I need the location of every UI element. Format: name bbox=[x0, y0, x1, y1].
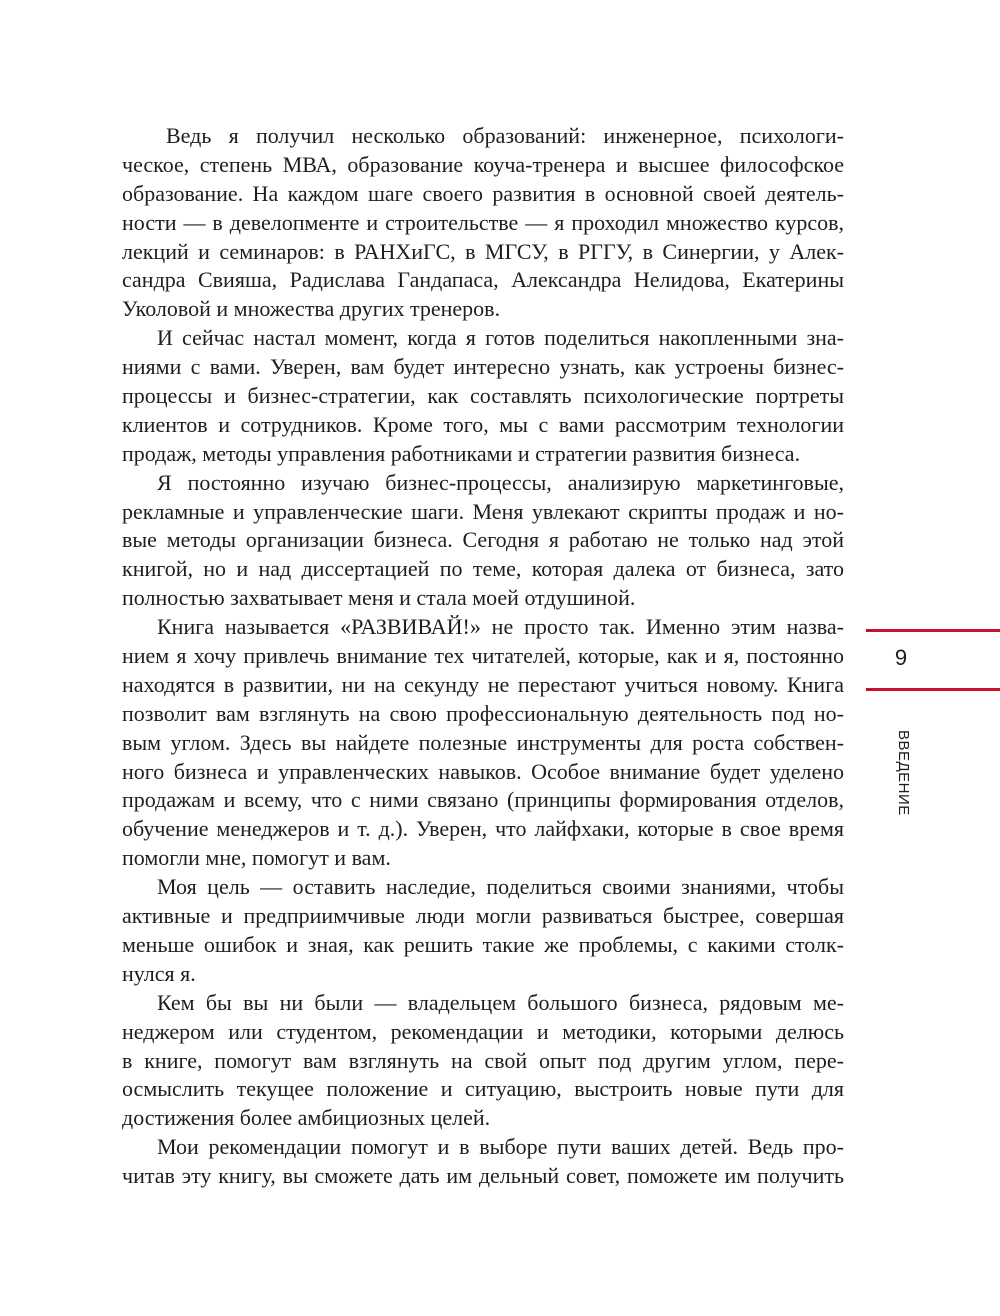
text-line: рекламные и управленческие шаги. Меня увлекают скрипты продаж и но- bbox=[122, 498, 844, 524]
text-line: вым углом. Здесь вы найдете полезные инструменты для роста собствен- bbox=[122, 729, 844, 755]
text-line: сандра Свияша, Радислава Гандапаса, Александра Нелидова, Екатерины bbox=[122, 267, 844, 293]
text-line: продажам и всему, что с ними связано (принципы формирования отделов, bbox=[122, 787, 844, 813]
text-line: читав эту книгу, вы сможете дать им дельный совет, поможете им получить bbox=[122, 1163, 844, 1189]
text-line: Кем бы вы ни были — владельцем большого бизнеса, рядовым ме- bbox=[157, 989, 844, 1015]
text-line: Мои рекомендации помогут и в выборе пути ваших детей. Ведь про- bbox=[157, 1134, 844, 1160]
text-line: осмыслить текущее положение и ситуацию, выстроить новые пути для bbox=[122, 1076, 844, 1102]
text-line: процессы и бизнес-стратегии, как составлять психологические портреты bbox=[122, 383, 844, 409]
body-text bbox=[122, 122, 844, 1191]
text-line: Моя цель — оставить наследие, поделиться своими знаниями, чтобы bbox=[157, 874, 844, 900]
text-line: Я постоянно изучаю бизнес-процессы, анализирую маркетинговые, bbox=[157, 469, 844, 495]
text-line: достижения более амбициозных целей. bbox=[122, 1105, 491, 1131]
text-line: Уколовой и множества других тренеров. bbox=[122, 296, 501, 322]
text-line: неджером или студентом, рекомендации и методики, которыми делюсь bbox=[122, 1018, 844, 1044]
text-line: вые методы организации бизнеса. Сегодня я работаю не только над этой bbox=[122, 527, 844, 553]
text-line: в книге, помогут вам взглянуть на свой опыт под другим углом, пере- bbox=[122, 1047, 844, 1073]
text-line: активные и предприимчивые люди могли развиваться быстрее, совершая bbox=[122, 903, 844, 929]
text-line: находятся в развитии, ни на секунду не перестают учиться новому. Книга bbox=[122, 671, 844, 697]
text-line: нулся я. bbox=[122, 960, 196, 986]
text-line: помогли мне, помогут и вам. bbox=[122, 845, 391, 871]
text-line: меньше ошибок и зная, как решить такие же проблемы, с какими столк- bbox=[122, 931, 844, 957]
text-line: лекций и семинаров: в РАНХиГС, в МГСУ, в РГГУ, в Синергии, у Алек- bbox=[122, 238, 844, 264]
page-number-rule-top bbox=[866, 629, 1000, 632]
text-line: нием я хочу привлечь внимание тех читателей, которые, как и я, постоянно bbox=[122, 643, 844, 669]
text-line: ности — в девелопменте и строительстве — я проходил множество курсов, bbox=[122, 209, 844, 235]
running-head-label: ВВЕДЕНИЕ bbox=[895, 730, 912, 816]
text-line: книгой, но и над диссертацией по теме, которая далека от бизнеса, зато bbox=[122, 556, 844, 582]
text-line: ного бизнеса и управленческих навыков. Особое внимание будет уделено bbox=[122, 758, 844, 784]
text-line: обучение менеджеров и т. д.). Уверен, что лайфхаки, которые в свое время bbox=[122, 816, 844, 842]
page-number-rule-bottom bbox=[866, 688, 1000, 691]
text-line: Ведь я получил несколько образований: инженерное, психологи- bbox=[166, 123, 844, 148]
text-line: Книга называется «РАЗВИВАЙ!» не просто так. Именно этим назва- bbox=[157, 614, 844, 640]
page-number: 9 bbox=[894, 645, 908, 670]
running-head bbox=[890, 730, 912, 816]
text-line: продаж, методы управления работниками и стратегии развития бизнеса. bbox=[122, 440, 801, 466]
text-line: образование. На каждом шаге своего развития в основной своей деятель- bbox=[122, 180, 844, 206]
text-line: ниями с вами. Уверен, вам будет интересно узнать, как устроены бизнес- bbox=[122, 354, 844, 380]
text-line: позволит вам взглянуть на свою профессиональную деятельность под но- bbox=[122, 700, 844, 726]
text-line: ческое, степень МВА, образование коуча-тренера и высшее философское bbox=[122, 151, 844, 177]
text-line: клиентов и сотрудников. Кроме того, мы с вами рассмотрим технологии bbox=[122, 411, 844, 437]
text-line: И сейчас настал момент, когда я готов поделиться накопленными зна- bbox=[157, 325, 844, 351]
text-line: полностью захватывает меня и стала моей отдушиной. bbox=[122, 585, 636, 611]
